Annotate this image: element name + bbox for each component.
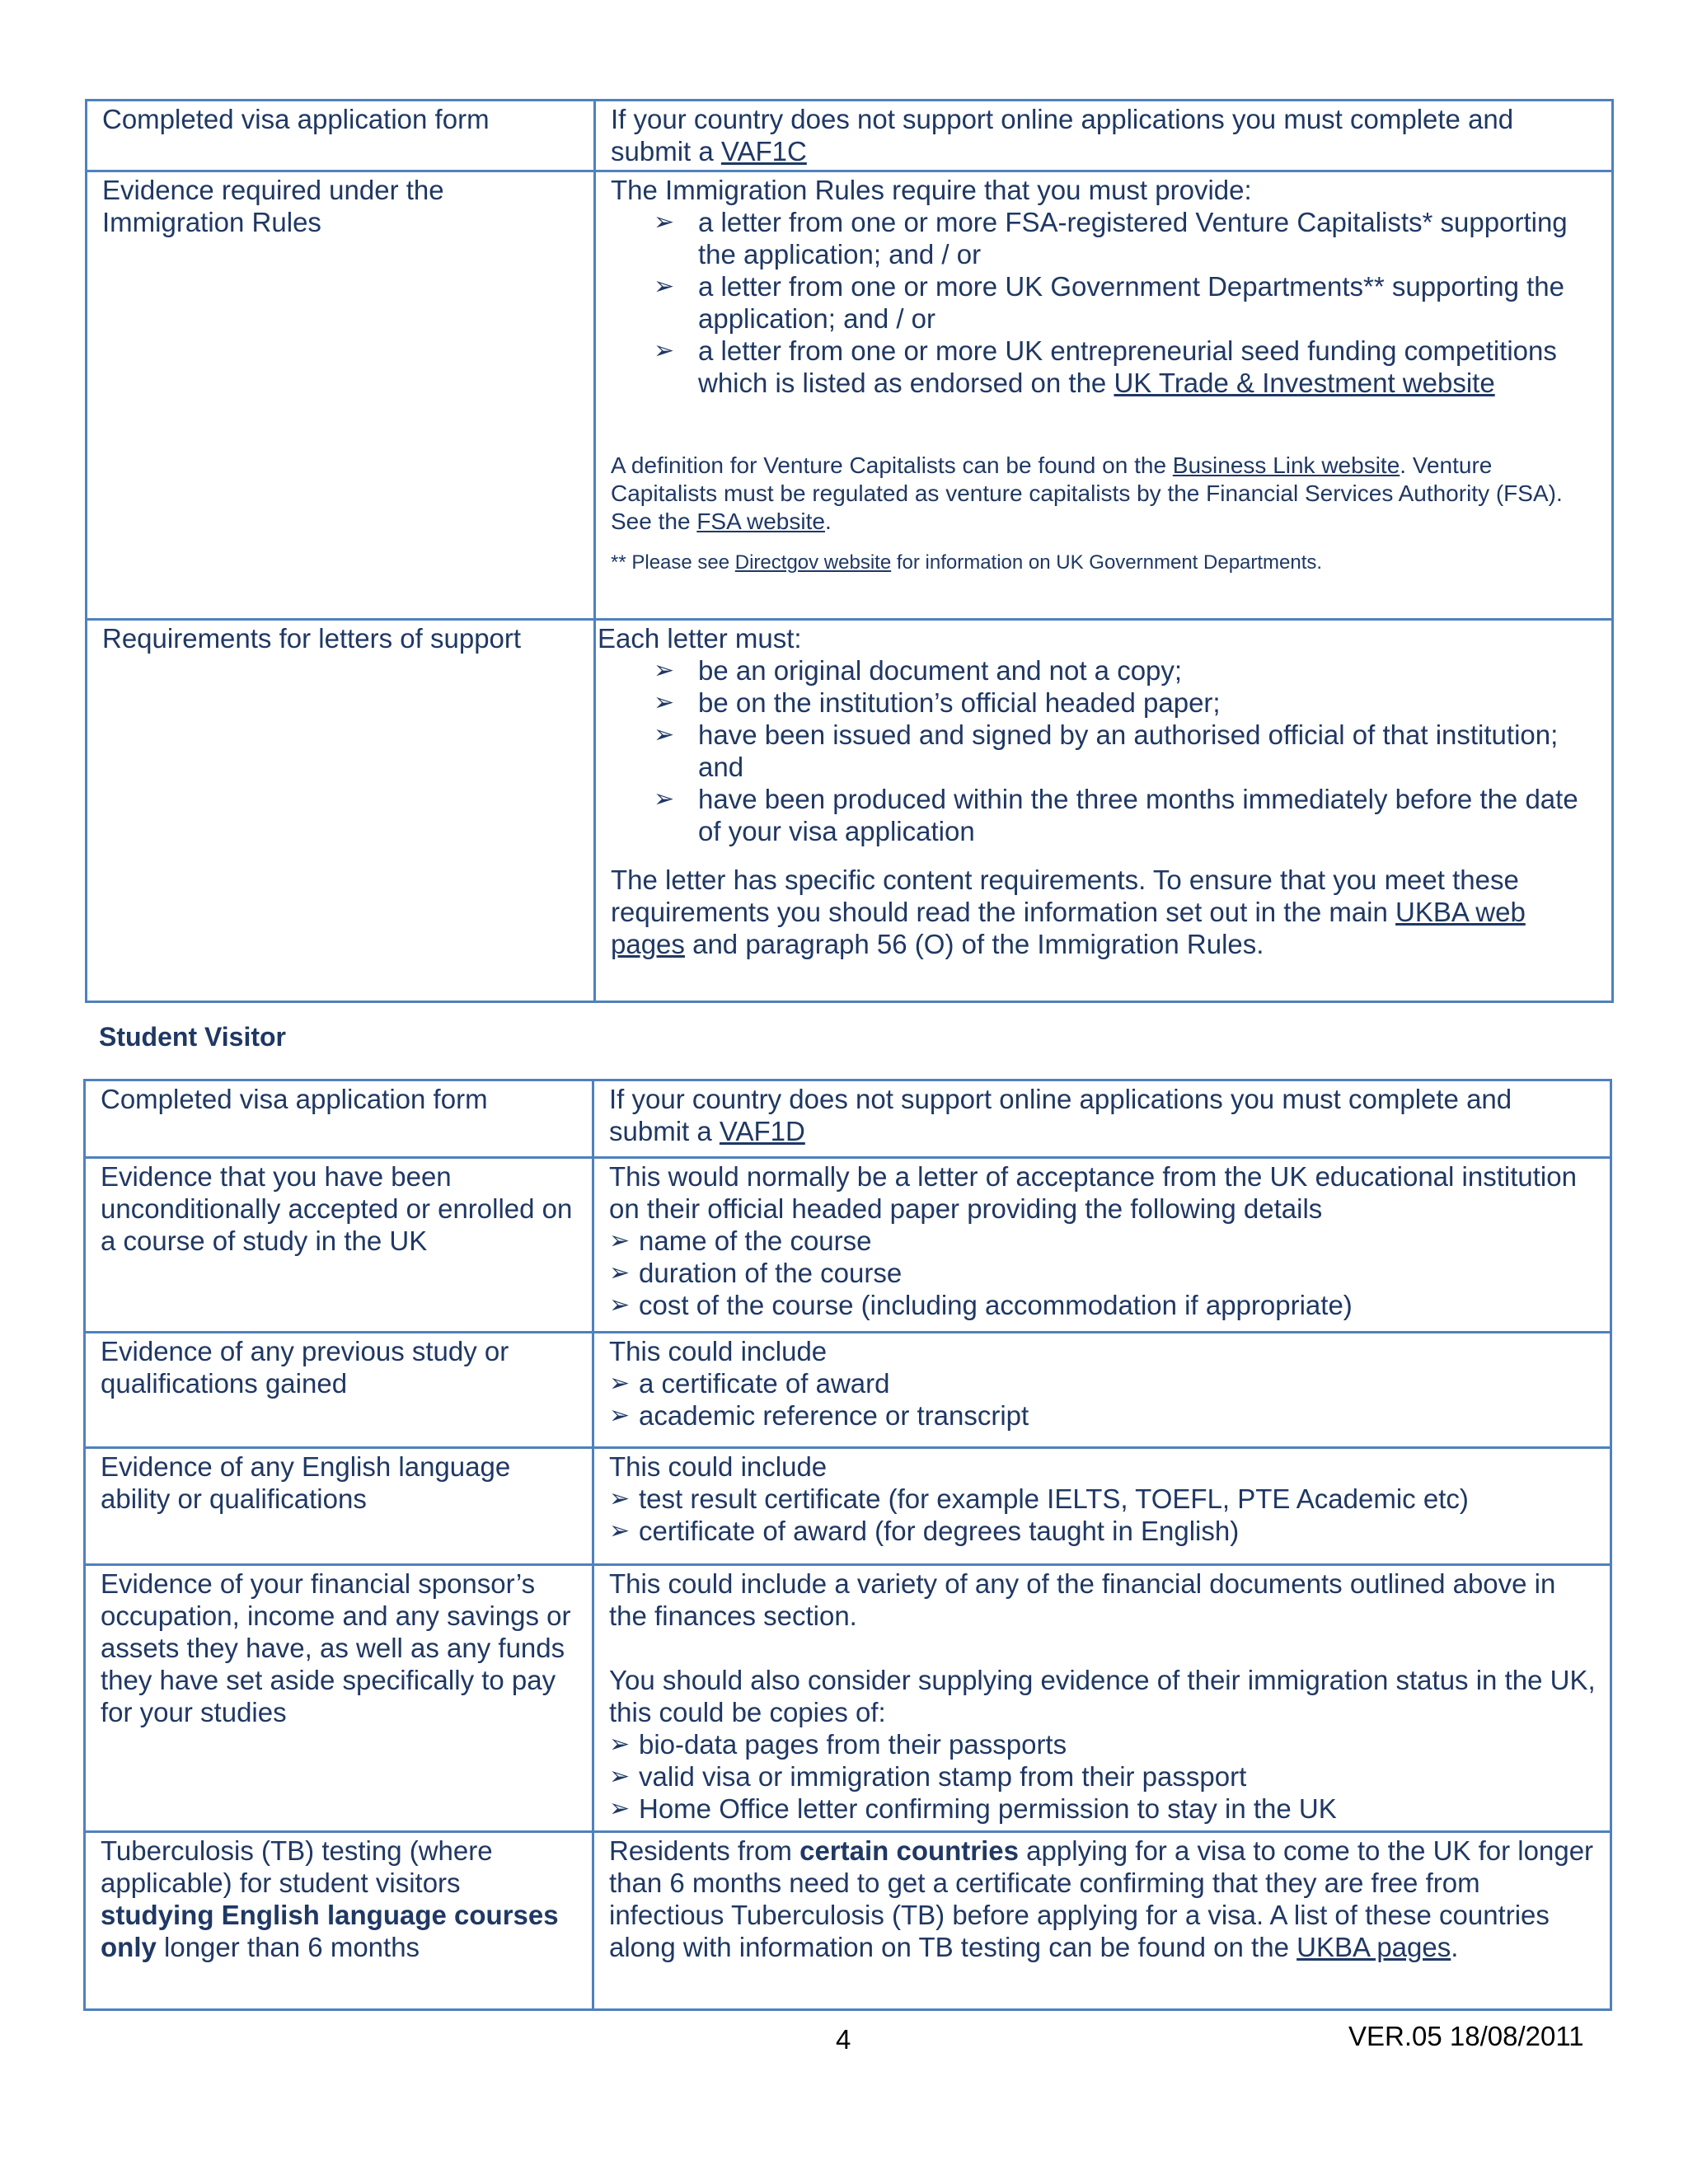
row-content — [593, 1448, 1611, 1565]
list-item: ➢ cost of the course (including accommodation if appropriate) — [609, 1290, 1353, 1320]
directgov-link[interactable]: Directgov website — [734, 551, 892, 574]
table-row — [85, 1565, 1611, 1832]
arrow-bullet-icon: ➢ — [609, 1763, 631, 1790]
business-link-link[interactable]: Business Link website — [1172, 452, 1400, 478]
uk-trade-investment-link[interactable]: UK Trade & Investment website — [1114, 368, 1495, 398]
arrow-bullet-icon: ➢ — [609, 1517, 631, 1544]
ukba-pages-link[interactable]: UKBA pages — [1296, 1932, 1451, 1962]
vaf1c-link[interactable]: VAF1C — [720, 136, 807, 166]
bullet-list — [609, 1728, 1597, 1825]
table-row — [85, 1832, 1611, 2010]
arrow-bullet-icon: ➢ — [609, 1227, 631, 1254]
fsa-website-link[interactable]: FSA website — [696, 509, 825, 534]
row-intro: This would normally be a letter of acceptance from the UK educational institution on their official headed paper providing the following details — [609, 1161, 1577, 1224]
bullet-list — [609, 1483, 1597, 1547]
row-intro: Each letter must: — [598, 623, 802, 654]
arrow-bullet-icon: ➢ — [609, 1370, 631, 1397]
venture-capitalists-note: A definition for Venture Capitalists can be found on the Business Link website. Venture Capitalists must be regulated as venture capitalists by the Financial Services Authority (FSA). See the FSA website. — [611, 452, 1563, 534]
arrow-bullet-icon: ➢ — [654, 689, 675, 716]
requirements-table-1 — [85, 99, 1614, 1003]
list-item: ➢ valid visa or immigration stamp from their passport — [609, 1761, 1247, 1792]
row-content: If your country does not support online applications you must complete and submit a VAF1D — [593, 1080, 1611, 1158]
row-content — [593, 1333, 1611, 1448]
row-label: Evidence of any previous study or qualifications gained — [85, 1333, 593, 1448]
vaf1d-link[interactable]: VAF1D — [719, 1116, 805, 1146]
row-label: Evidence required under the Immigration Rules — [87, 171, 595, 620]
table-row — [87, 171, 1613, 620]
table-row — [87, 101, 1613, 171]
list-item: ➢ be on the institution’s official headed paper; — [654, 687, 1221, 718]
arrow-bullet-icon: ➢ — [654, 337, 675, 364]
list-item: ➢ duration of the course — [609, 1258, 903, 1288]
row-content: If your country does not support online applications you must complete and submit a VAF1C — [595, 101, 1613, 171]
row-label: Evidence that you have been unconditionally accepted or enrolled on a course of study in the UK — [85, 1158, 593, 1333]
row-content — [593, 1565, 1611, 1832]
list-item: ➢ Home Office letter confirming permission to stay in the UK — [609, 1793, 1337, 1824]
list-item: ➢ be an original document and not a copy; — [654, 655, 1183, 686]
row-intro: The Immigration Rules require that you must provide: — [611, 175, 1252, 205]
table-row — [85, 1448, 1611, 1565]
list-item: ➢ bio-data pages from their passports — [609, 1729, 1067, 1760]
version-label: VER.05 18/08/2011 — [1348, 2021, 1584, 2051]
list-item: ➢ have been produced within the three months immediately before the date of your visa application — [654, 784, 1578, 846]
row-label: Completed visa application form — [87, 101, 595, 171]
row-content: Residents from certain countries applying for a visa to come to the UK for longer than 6 months need to get a certificate confirming that they are free from infectious Tuberculosis (TB) before applying for a visa. A list of these countries along with information on TB testing can be found on the UKBA pages. — [593, 1832, 1611, 2010]
row-content — [595, 620, 1613, 1002]
arrow-bullet-icon: ➢ — [609, 1402, 631, 1429]
row-label: Requirements for letters of support — [87, 620, 595, 1002]
list-item: ➢ a certificate of award — [609, 1368, 890, 1399]
government-departments-note: ** Please see Directgov website for information on UK Government Departments. — [611, 551, 1323, 574]
row-label: Tuberculosis (TB) testing (where applicable) for student visitors studying English language courses only longer than 6 months — [85, 1832, 593, 2010]
ukba-web-pages-link[interactable]: UKBA web pages — [611, 897, 1526, 959]
row-content — [593, 1158, 1611, 1333]
arrow-bullet-icon: ➢ — [654, 657, 675, 684]
list-item: ➢ test result certificate (for example IELTS, TOEFL, PTE Academic etc) — [609, 1483, 1469, 1514]
requirements-table-2 — [83, 1079, 1612, 2011]
arrow-bullet-icon: ➢ — [654, 721, 675, 748]
list-item: ➢ have been issued and signed by an authorised official of that institution; and — [654, 719, 1559, 782]
row-content — [595, 171, 1613, 620]
arrow-bullet-icon: ➢ — [609, 1291, 631, 1319]
arrow-bullet-icon: ➢ — [654, 273, 675, 300]
row-intro: This could include — [609, 1451, 828, 1482]
arrow-bullet-icon: ➢ — [654, 785, 675, 813]
row-label: Evidence of your financial sponsor’s occupation, income and any savings or assets they have, as well as any funds they have set aside specifically to pay for your studies — [85, 1565, 593, 1832]
page-number: 4 — [836, 2024, 851, 2055]
list-item: ➢ a letter from one or more UK Government Departments** supporting the application; and / or — [654, 271, 1564, 334]
row-label: Evidence of any English language ability or qualifications — [85, 1448, 593, 1565]
content-requirements-paragraph: The letter has specific content requirements. To ensure that you meet these requirements you should read the information set out in the main UKBA web pages and paragraph 56 (O) of the Immigration Rules. — [611, 865, 1526, 959]
row-intro: This could include a variety of any of the financial documents outlined above in the finances section. — [609, 1568, 1556, 1631]
list-item: ➢ name of the course — [609, 1226, 872, 1256]
arrow-bullet-icon: ➢ — [609, 1731, 631, 1758]
table-row — [85, 1080, 1611, 1158]
list-item: ➢ certificate of award (for degrees taught in English) — [609, 1516, 1240, 1546]
row-intro-secondary: You should also consider supplying evidence of their immigration status in the UK, this could be copies of: — [609, 1665, 1596, 1727]
arrow-bullet-icon: ➢ — [609, 1259, 631, 1286]
row-label: Completed visa application form — [85, 1080, 593, 1158]
arrow-bullet-icon: ➢ — [654, 209, 675, 236]
table-row — [85, 1158, 1611, 1333]
section-heading: Student Visitor — [99, 1022, 286, 1052]
row-intro: This could include — [609, 1336, 828, 1366]
list-item: ➢ a letter from one or more UK entrepreneurial seed funding competitions which is listed as endorsed on the UK Trade & Investment website — [654, 335, 1557, 398]
table-row — [85, 1333, 1611, 1448]
arrow-bullet-icon: ➢ — [609, 1795, 631, 1822]
list-item: ➢ academic reference or transcript — [609, 1400, 1029, 1431]
bullet-list — [611, 654, 1598, 847]
list-item: ➢ a letter from one or more FSA-registered Venture Capitalists* supporting the application; and / or — [654, 207, 1568, 269]
table-row — [87, 620, 1613, 1002]
bullet-list — [609, 1225, 1597, 1321]
bullet-list — [611, 206, 1598, 399]
bullet-list — [609, 1367, 1597, 1432]
arrow-bullet-icon: ➢ — [609, 1485, 631, 1512]
